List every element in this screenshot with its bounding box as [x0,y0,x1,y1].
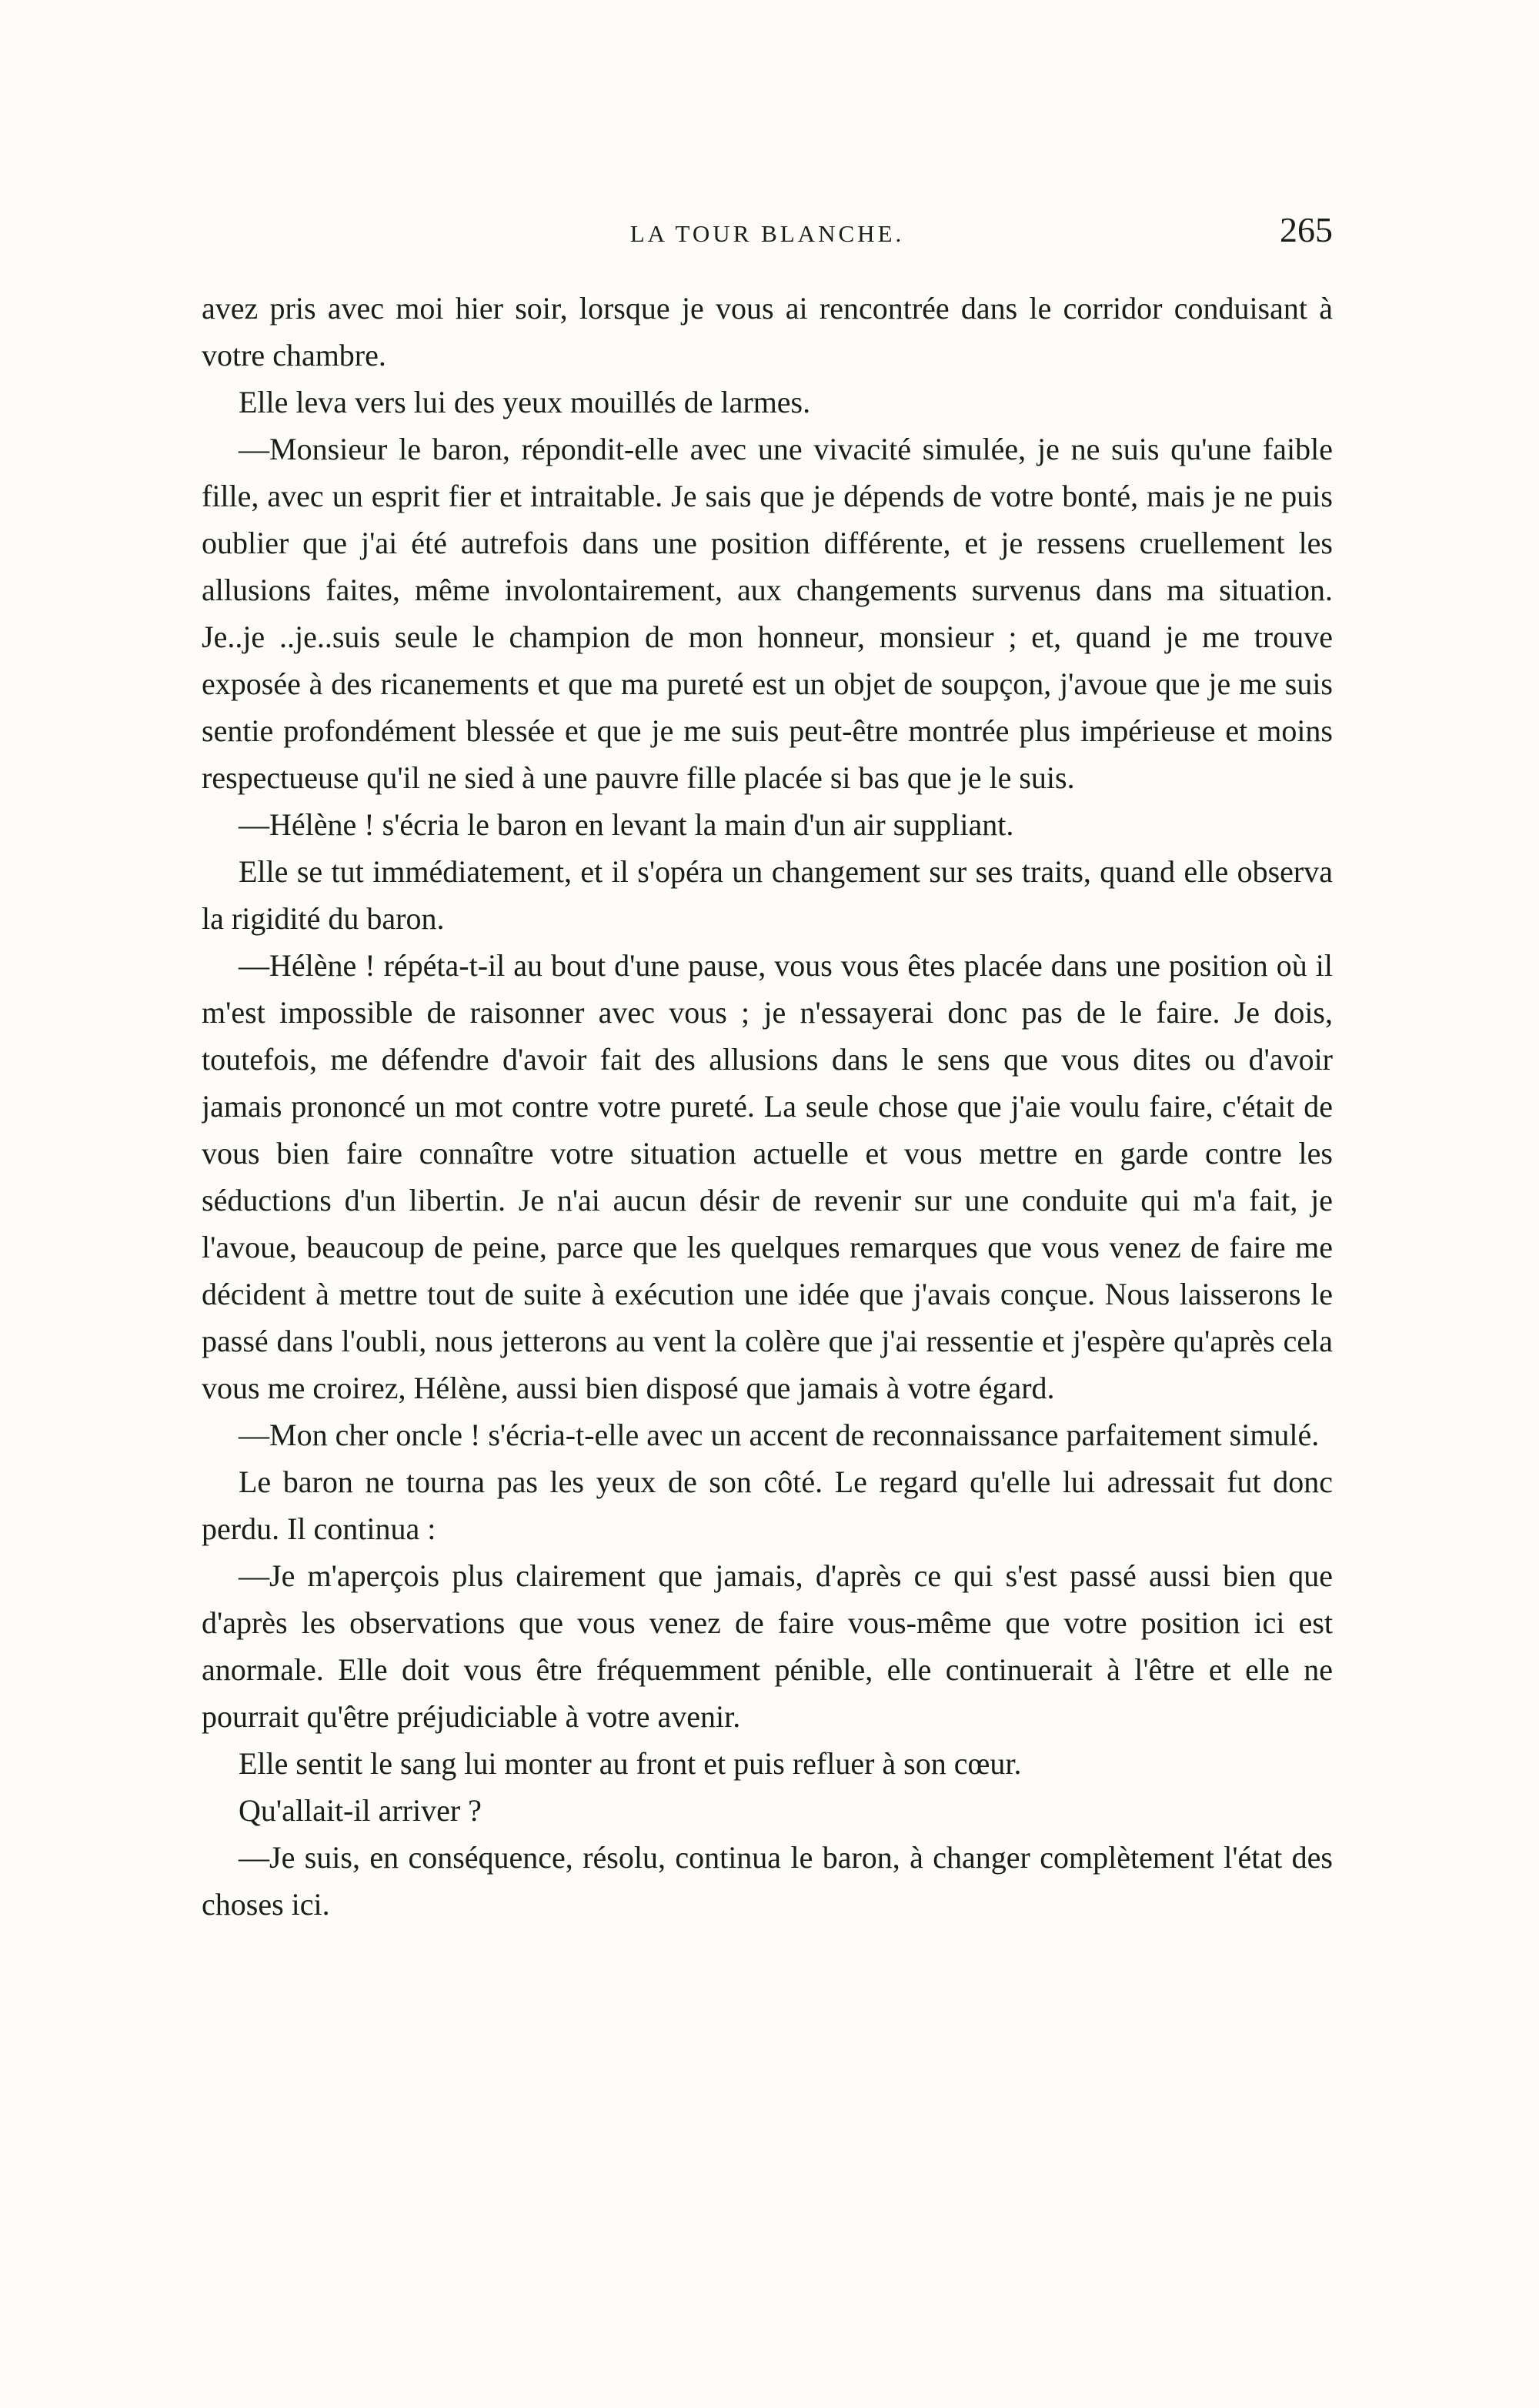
paragraph: Elle leva vers lui des yeux mouillés de larmes. [239,385,811,419]
running-header [202,209,1333,255]
paragraph: Elle sentit le sang lui monter au front et puis refluer à son cœur. [239,1746,1022,1781]
paragraph: Le baron ne tourna pas les yeux de son côté. Le regard qu'elle lui adressait fut donc perdu. Il continua : [202,1465,1333,1546]
paragraph: —Mon cher oncle ! s'écria-t-elle avec un accent de reconnaissance parfaitement simulé. [239,1418,1320,1452]
running-title: LA TOUR BLANCHE. [629,220,905,247]
paragraph-continuation: avez pris avec moi hier soir, lorsque je vous ai rencontrée dans le corridor conduisant à votre chambre. [202,291,1333,372]
paragraph: Qu'allait-il arriver ? [239,1793,482,1828]
paragraph: Elle se tut immédiatement, et il s'opéra un changement sur ses traits, quand elle observa la rigidité du baron. [202,854,1333,936]
paragraph: —Monsieur le baron, répondit-elle avec une vivacité simulée, je ne suis qu'une faible fille, avec un esprit fier et intraitable. Je sais que je dépends de votre bonté, mais je ne puis oublier que j'ai été autrefois dans une position différente, et je ressens cruellement les allusions faites, même involontairement, aux changements survenus dans ma situation. Je..je ..je..suis seule le champion de mon honneur, monsieur ; et, quand je me trouve exposée à des ricanements et que ma pureté est un objet de soupçon, j'avoue que je me suis sentie profondément blessée et que je me suis peut-être montrée plus impérieuse et moins respectueuse qu'il ne sied à une pauvre fille placée si bas que je le suis. [202,432,1333,795]
page-number: 265 [1280,210,1333,249]
paragraph: —Je suis, en conséquence, résolu, continua le baron, à changer complètement l'état des choses ici. [202,1840,1333,1922]
paragraph: —Hélène ! s'écria le baron en levant la main d'un air suppliant. [239,807,1014,842]
paragraph: —Je m'aperçois plus clairement que jamais, d'après ce qui s'est passé aussi bien que d'après les observations que vous venez de faire vous-même que votre position ici est anormale. Elle doit vous être fréquemment pénible, elle continuerait à l'être et elle ne pourrait qu'être préjudiciable à votre avenir. [202,1558,1333,1734]
body-text [202,285,1333,2255]
paragraph: —Hélène ! répéta-t-il au bout d'une pause, vous vous êtes placée dans une position où il m'est impossible de raisonner avec vous ; je n'essayerai donc pas de le faire. Je dois, toutefois, me défendre d'avoir fait des allusions dans le sens que vous dites ou d'avoir jamais prononcé un mot contre votre pureté. La seule chose que j'aie voulu faire, c'était de vous bien faire connaître votre situation actuelle et vous mettre en garde contre les séductions d'un libertin. Je n'ai aucun désir de revenir sur une conduite qui m'a fait, je l'avoue, beaucoup de peine, parce que les quelques remarques que vous venez de faire me décident à mettre tout de suite à exécution une idée que j'avais conçue. Nous laisserons le passé dans l'oubli, nous jetterons au vent la colère que j'ai ressentie et j'espère qu'après cela vous me croirez, Hélène, aussi bien disposé que jamais à votre égard. [202,948,1333,1405]
